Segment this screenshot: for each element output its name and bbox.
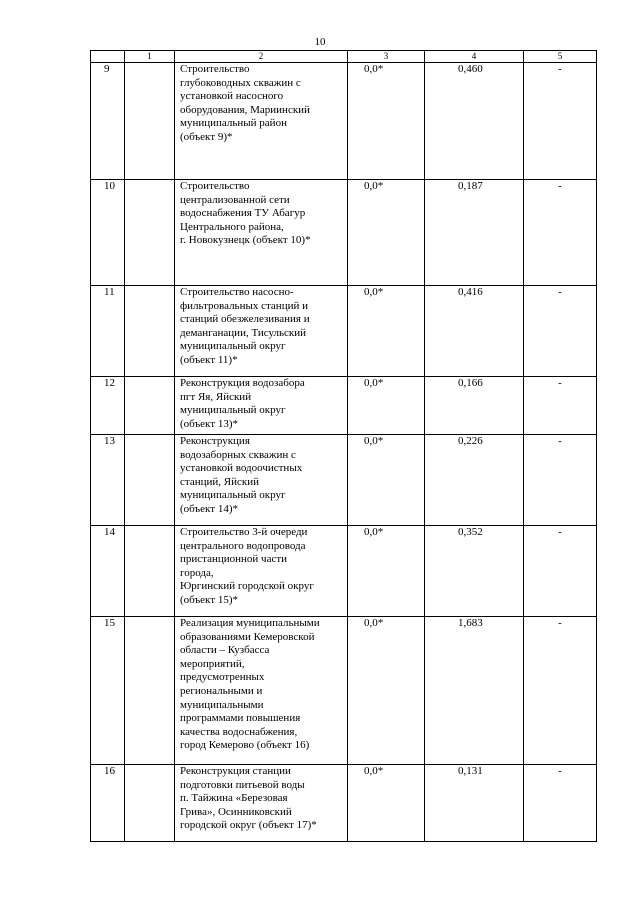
table-row [91,526,597,617]
value-cell: - [524,526,597,617]
value-cell: - [524,765,597,842]
row-number: 12 [91,377,125,435]
row-number: 10 [91,180,125,286]
column-header: 1 [125,51,175,63]
table-row [91,377,597,435]
description-cell: Реализация муниципальными образованиями Кемеровской области – Кузбасса мероприятий, предусмотренных региональными и муниципальными программами повышения качества водоснабжения, город Кемерово (объект 16) [175,617,348,765]
value-cell: - [524,377,597,435]
empty-cell [125,286,175,377]
row-number: 16 [91,765,125,842]
empty-cell [125,617,175,765]
description-cell: Реконструкция водозабора пгт Яя, Яйский муниципальный округ (объект 13)* [175,377,348,435]
value-cell: 0,0* [348,377,425,435]
value-cell: - [524,180,597,286]
description-cell: Строительство насосно- фильтровальных станций и станций обезжелезивания и деманганации, Тисульский муниципальный округ (объект 11)* [175,286,348,377]
value-cell: 0,0* [348,526,425,617]
value-cell: 0,0* [348,617,425,765]
row-number: 15 [91,617,125,765]
table-row [91,765,597,842]
row-number: 13 [91,435,125,526]
row-number: 11 [91,286,125,377]
value-cell: 0,0* [348,286,425,377]
column-header [91,51,125,63]
table-row [91,180,597,286]
empty-cell [125,435,175,526]
description-cell: Строительство глубоководных скважин с установкой насосного оборудования, Мариинский муниципальный район (объект 9)* [175,63,348,180]
column-header: 4 [425,51,524,63]
table-row [91,63,597,180]
value-cell: - [524,63,597,180]
value-cell: 0,226 [425,435,524,526]
description-cell: Реконструкция водозаборных скважин с установкой водоочистных станций, Яйский муниципальный округ (объект 14)* [175,435,348,526]
column-header: 5 [524,51,597,63]
description-cell: Реконструкция станции подготовки питьевой воды п. Тайжина «Березовая Грива», Осинниковский городской округ (объект 17)* [175,765,348,842]
value-cell: 1,683 [425,617,524,765]
empty-cell [125,765,175,842]
header-row [91,51,597,63]
value-cell: 0,0* [348,435,425,526]
empty-cell [125,63,175,180]
table-row [91,286,597,377]
table-row [91,435,597,526]
description-cell: Строительство централизованной сети водоснабжения ТУ Абагур Центрального района, г. Новокузнецк (объект 10)* [175,180,348,286]
value-cell: 0,187 [425,180,524,286]
column-header: 3 [348,51,425,63]
value-cell: 0,352 [425,526,524,617]
page-number: 10 [314,36,326,48]
value-cell: 0,0* [348,765,425,842]
empty-cell [125,377,175,435]
data-table [90,50,597,842]
value-cell: - [524,286,597,377]
row-number: 14 [91,526,125,617]
empty-cell [125,180,175,286]
value-cell: 0,166 [425,377,524,435]
description-cell: Строительство 3-й очереди центрального водопровода пристанционной части города, Юргинский городской округ (объект 15)* [175,526,348,617]
column-header: 2 [175,51,348,63]
table-row [91,617,597,765]
value-cell: 0,0* [348,180,425,286]
empty-cell [125,526,175,617]
value-cell: - [524,435,597,526]
value-cell: - [524,617,597,765]
row-number: 9 [91,63,125,180]
value-cell: 0,416 [425,286,524,377]
value-cell: 0,0* [348,63,425,180]
value-cell: 0,131 [425,765,524,842]
value-cell: 0,460 [425,63,524,180]
